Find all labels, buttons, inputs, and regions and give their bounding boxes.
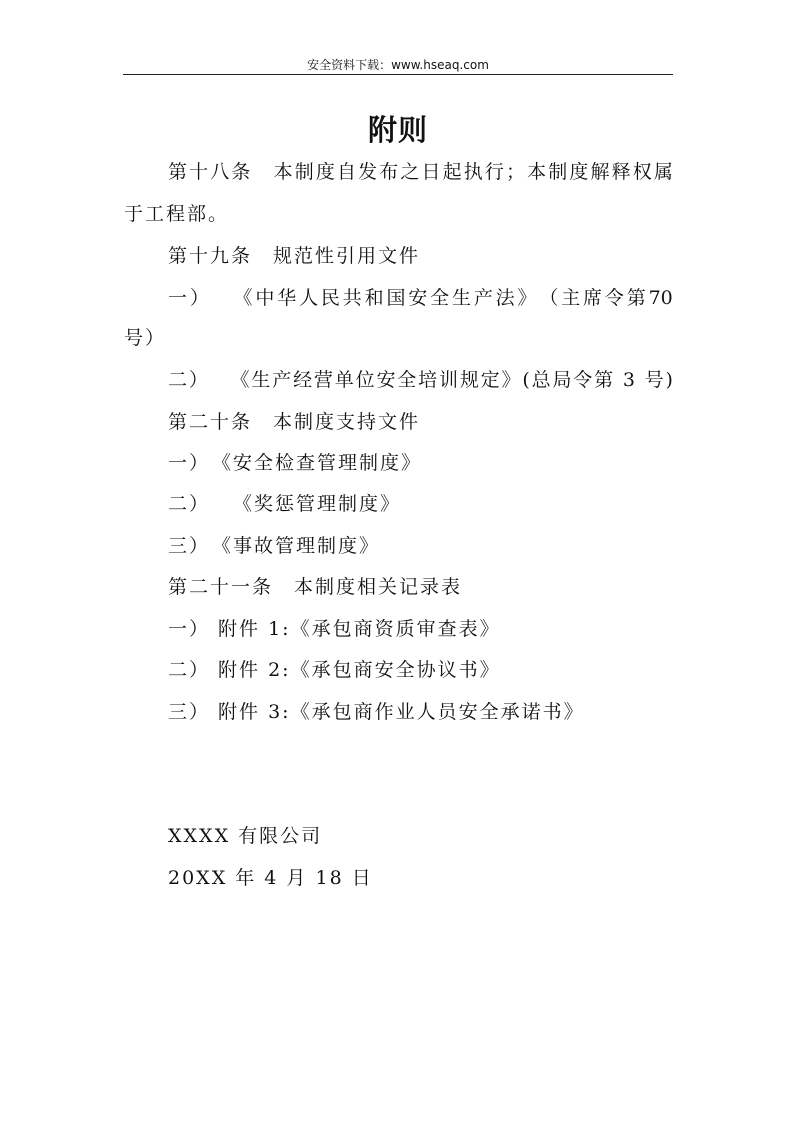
text-glyph: 营 [313, 369, 333, 391]
text-glyph: 行 [484, 161, 504, 183]
signature-company: XXXX 有限公司 [168, 825, 323, 847]
text-glyph: 属 [653, 161, 673, 183]
text-glyph [253, 158, 272, 186]
text-glyph: 产 [473, 287, 493, 309]
text-glyph: 度 [569, 161, 589, 183]
text-glyph: 权 [632, 161, 652, 183]
text-glyph: 起 [442, 161, 462, 183]
text-glyph: 制 [294, 161, 314, 183]
text-glyph: 布 [379, 161, 399, 183]
text-glyph: 号 [644, 369, 664, 391]
text-glyph: 本 [527, 161, 547, 183]
text-glyph: 本 [273, 161, 293, 183]
text-glyph: 《 [230, 369, 250, 391]
text-glyph: 生 [451, 287, 471, 309]
text-glyph: 训 [438, 369, 458, 391]
text-glyph: 单 [334, 369, 354, 391]
text-glyph: 位 [355, 369, 375, 391]
text-glyph: 和 [364, 287, 384, 309]
text-glyph: 国 [386, 287, 406, 309]
text-glyph [637, 366, 643, 394]
text-glyph: 发 [358, 161, 378, 183]
text-glyph: 》 [517, 287, 537, 309]
header-rule [123, 74, 673, 75]
text-glyph: 人 [299, 287, 319, 309]
text-glyph: 民 [320, 287, 340, 309]
text-glyph: 日 [421, 161, 441, 183]
text-glyph: ） [189, 287, 209, 309]
text-glyph: 培 [418, 369, 438, 391]
text-glyph: 席 [583, 287, 603, 309]
text-glyph: 70 [648, 287, 673, 309]
text-glyph: 主 [561, 287, 581, 309]
text-glyph: 华 [277, 287, 297, 309]
text-glyph: 之 [400, 161, 420, 183]
text-glyph: 制 [548, 161, 568, 183]
text-glyph: 法 [495, 287, 515, 309]
text-glyph: 经 [293, 369, 313, 391]
text-glyph: 定 [480, 369, 500, 391]
text-glyph: 释 [611, 161, 631, 183]
text-glyph: 二 [168, 369, 188, 391]
text-glyph: ) [665, 369, 673, 391]
article-19-item-1-line-1 [168, 284, 673, 312]
article-18-line-1 [168, 158, 673, 186]
signature-date: 20XX 年 4 月 18 日 [168, 867, 373, 889]
text-glyph: 生 [251, 369, 271, 391]
text-glyph: ） [188, 369, 208, 391]
page-header: 安全资料下载：www.hseaq.com [307, 58, 489, 72]
article-21-item-3: 三） 附件 3:《承包商作业人员安全承诺书》 [168, 701, 585, 723]
article-18-line-2: 于工程部。 [124, 203, 230, 225]
text-glyph: 条 [231, 161, 251, 183]
text-glyph [210, 366, 229, 394]
text-glyph: 共 [342, 287, 362, 309]
text-glyph: 总 [531, 369, 551, 391]
article-19-item-1-line-2: 号） [124, 327, 167, 349]
text-glyph: 第 [594, 369, 614, 391]
text-glyph: 安 [376, 369, 396, 391]
text-glyph: 《 [233, 287, 253, 309]
text-glyph: （ [539, 287, 559, 309]
text-glyph: 十 [189, 161, 209, 183]
text-glyph: 第 [168, 161, 188, 183]
text-glyph: 3 [622, 369, 635, 391]
text-glyph: 令 [604, 287, 624, 309]
text-glyph [615, 366, 621, 394]
article-21-item-2: 二） 附件 2:《承包商安全协议书》 [168, 659, 501, 681]
text-glyph: 度 [315, 161, 335, 183]
text-glyph: 规 [459, 369, 479, 391]
text-glyph: 全 [430, 287, 450, 309]
article-20-item-2: 二） 《奖惩管理制度》 [168, 493, 402, 515]
text-glyph: 第 [626, 287, 646, 309]
text-glyph: 一 [168, 287, 188, 309]
text-glyph [212, 284, 231, 312]
text-glyph: ； [506, 161, 526, 183]
text-glyph: 解 [590, 161, 610, 183]
text-glyph: 令 [573, 369, 593, 391]
article-20-heading: 第二十条 本制度支持文件 [168, 411, 421, 433]
document-title: 附则 [367, 113, 428, 147]
article-20-item-1: 一） 《安全检查管理制度》 [168, 452, 423, 474]
text-glyph: 产 [272, 369, 292, 391]
text-glyph: 中 [255, 287, 275, 309]
text-glyph: 》 [501, 369, 521, 391]
text-glyph: 全 [397, 369, 417, 391]
article-19-heading: 第十九条 规范性引用文件 [168, 245, 421, 267]
article-21-heading: 第二十一条 本制度相关记录表 [168, 576, 463, 598]
text-glyph: 局 [552, 369, 572, 391]
text-glyph: 八 [210, 161, 230, 183]
text-glyph: 执 [463, 161, 483, 183]
text-glyph: ( [522, 369, 530, 391]
article-19-item-2 [168, 366, 673, 394]
text-glyph: 自 [337, 161, 357, 183]
article-20-item-3: 三） 《事故管理制度》 [168, 535, 381, 557]
text-glyph: 安 [408, 287, 428, 309]
article-21-item-1: 一） 附件 1:《承包商资质审查表》 [168, 618, 501, 640]
